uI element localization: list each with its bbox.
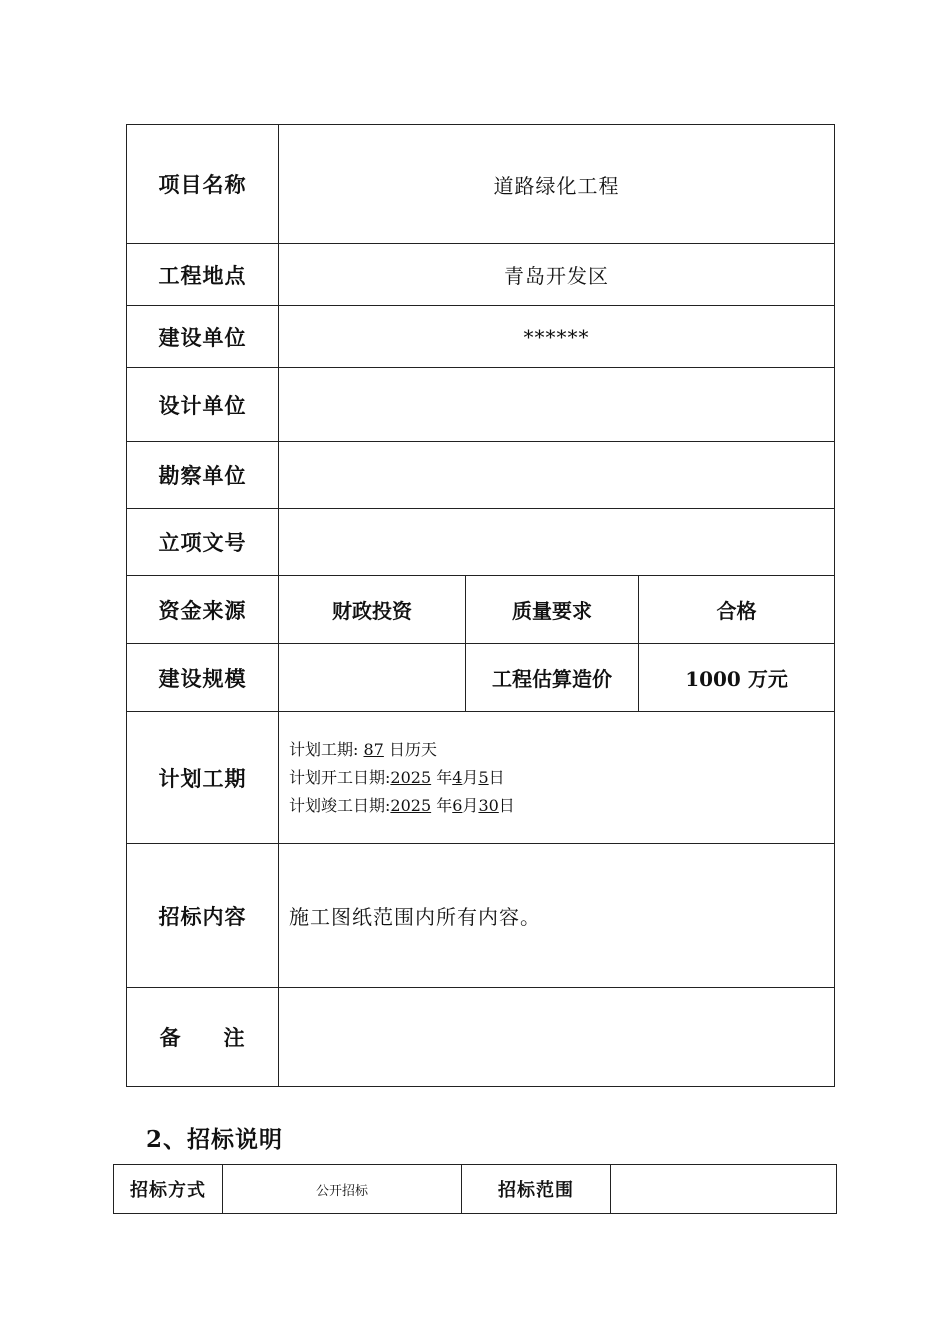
bid-method-value: 公开招标 (223, 1165, 462, 1214)
schedule-duration-line (289, 736, 834, 764)
schedule-label: 计划工期 (127, 712, 279, 844)
funding-value: 财政投资 (279, 576, 466, 644)
remarks-label: 备注 (159, 1025, 246, 1050)
end-month-suffix: 月 (462, 795, 479, 815)
row-schedule (127, 712, 835, 844)
scale-value (279, 644, 466, 712)
quality-value: 合格 (639, 576, 835, 644)
cost-label: 工程估算造价 (466, 644, 639, 712)
scale-label: 建设规模 (127, 644, 279, 712)
project-info-table (126, 124, 835, 1087)
remarks-label-cell (127, 988, 279, 1087)
bid-method-label: 招标方式 (114, 1165, 223, 1214)
row-location (127, 244, 835, 306)
quality-label: 质量要求 (466, 576, 639, 644)
surveyor-value (279, 442, 835, 509)
designer-label: 设计单位 (127, 368, 279, 442)
cost-value: 1000 万元 (639, 644, 835, 712)
start-day-suffix: 日 (488, 767, 505, 787)
end-year-suffix: 年 (436, 795, 453, 815)
bid-content-value: 施工图纸范围内所有内容。 (279, 844, 835, 988)
end-year: 2025 (390, 795, 432, 815)
approval-no-label: 立项文号 (127, 509, 279, 576)
approval-no-value (279, 509, 835, 576)
row-project-name (127, 125, 835, 244)
row-scale (127, 644, 835, 712)
project-name-value: 道路绿化工程 (279, 125, 835, 244)
end-day: 30 (478, 795, 499, 815)
location-value: 青岛开发区 (279, 244, 835, 306)
start-year-suffix: 年 (436, 767, 453, 787)
builder-value: ****** (279, 306, 835, 368)
remarks-value (279, 988, 835, 1087)
row-designer (127, 368, 835, 442)
schedule-value (279, 712, 835, 844)
row-approval-no (127, 509, 835, 576)
start-day: 5 (478, 767, 489, 787)
bid-scope-value (611, 1165, 837, 1214)
section-title: 2、招标说明 (146, 1126, 284, 1153)
schedule-start-line (289, 764, 834, 792)
bid-content-label: 招标内容 (127, 844, 279, 988)
duration-suffix: 日历天 (388, 739, 437, 759)
row-surveyor (127, 442, 835, 509)
funding-label: 资金来源 (127, 576, 279, 644)
start-month-suffix: 月 (462, 767, 479, 787)
duration-prefix: 计划工期: (289, 739, 359, 759)
row-bid-method (114, 1165, 837, 1214)
end-prefix: 计划竣工日期: (289, 795, 391, 815)
row-bid-content (127, 844, 835, 988)
end-day-suffix: 日 (498, 795, 515, 815)
row-remarks (127, 988, 835, 1087)
builder-label: 建设单位 (127, 306, 279, 368)
bid-scope-label: 招标范围 (462, 1165, 611, 1214)
start-year: 2025 (390, 767, 432, 787)
duration-days: 87 (363, 739, 384, 759)
row-builder (127, 306, 835, 368)
bid-info-table (113, 1164, 837, 1214)
end-month: 6 (452, 795, 463, 815)
schedule-end-line (289, 792, 834, 820)
row-funding (127, 576, 835, 644)
start-month: 4 (452, 767, 463, 787)
designer-value (279, 368, 835, 442)
location-label: 工程地点 (127, 244, 279, 306)
project-name-label: 项目名称 (127, 125, 279, 244)
start-prefix: 计划开工日期: (289, 767, 391, 787)
surveyor-label: 勘察单位 (127, 442, 279, 509)
